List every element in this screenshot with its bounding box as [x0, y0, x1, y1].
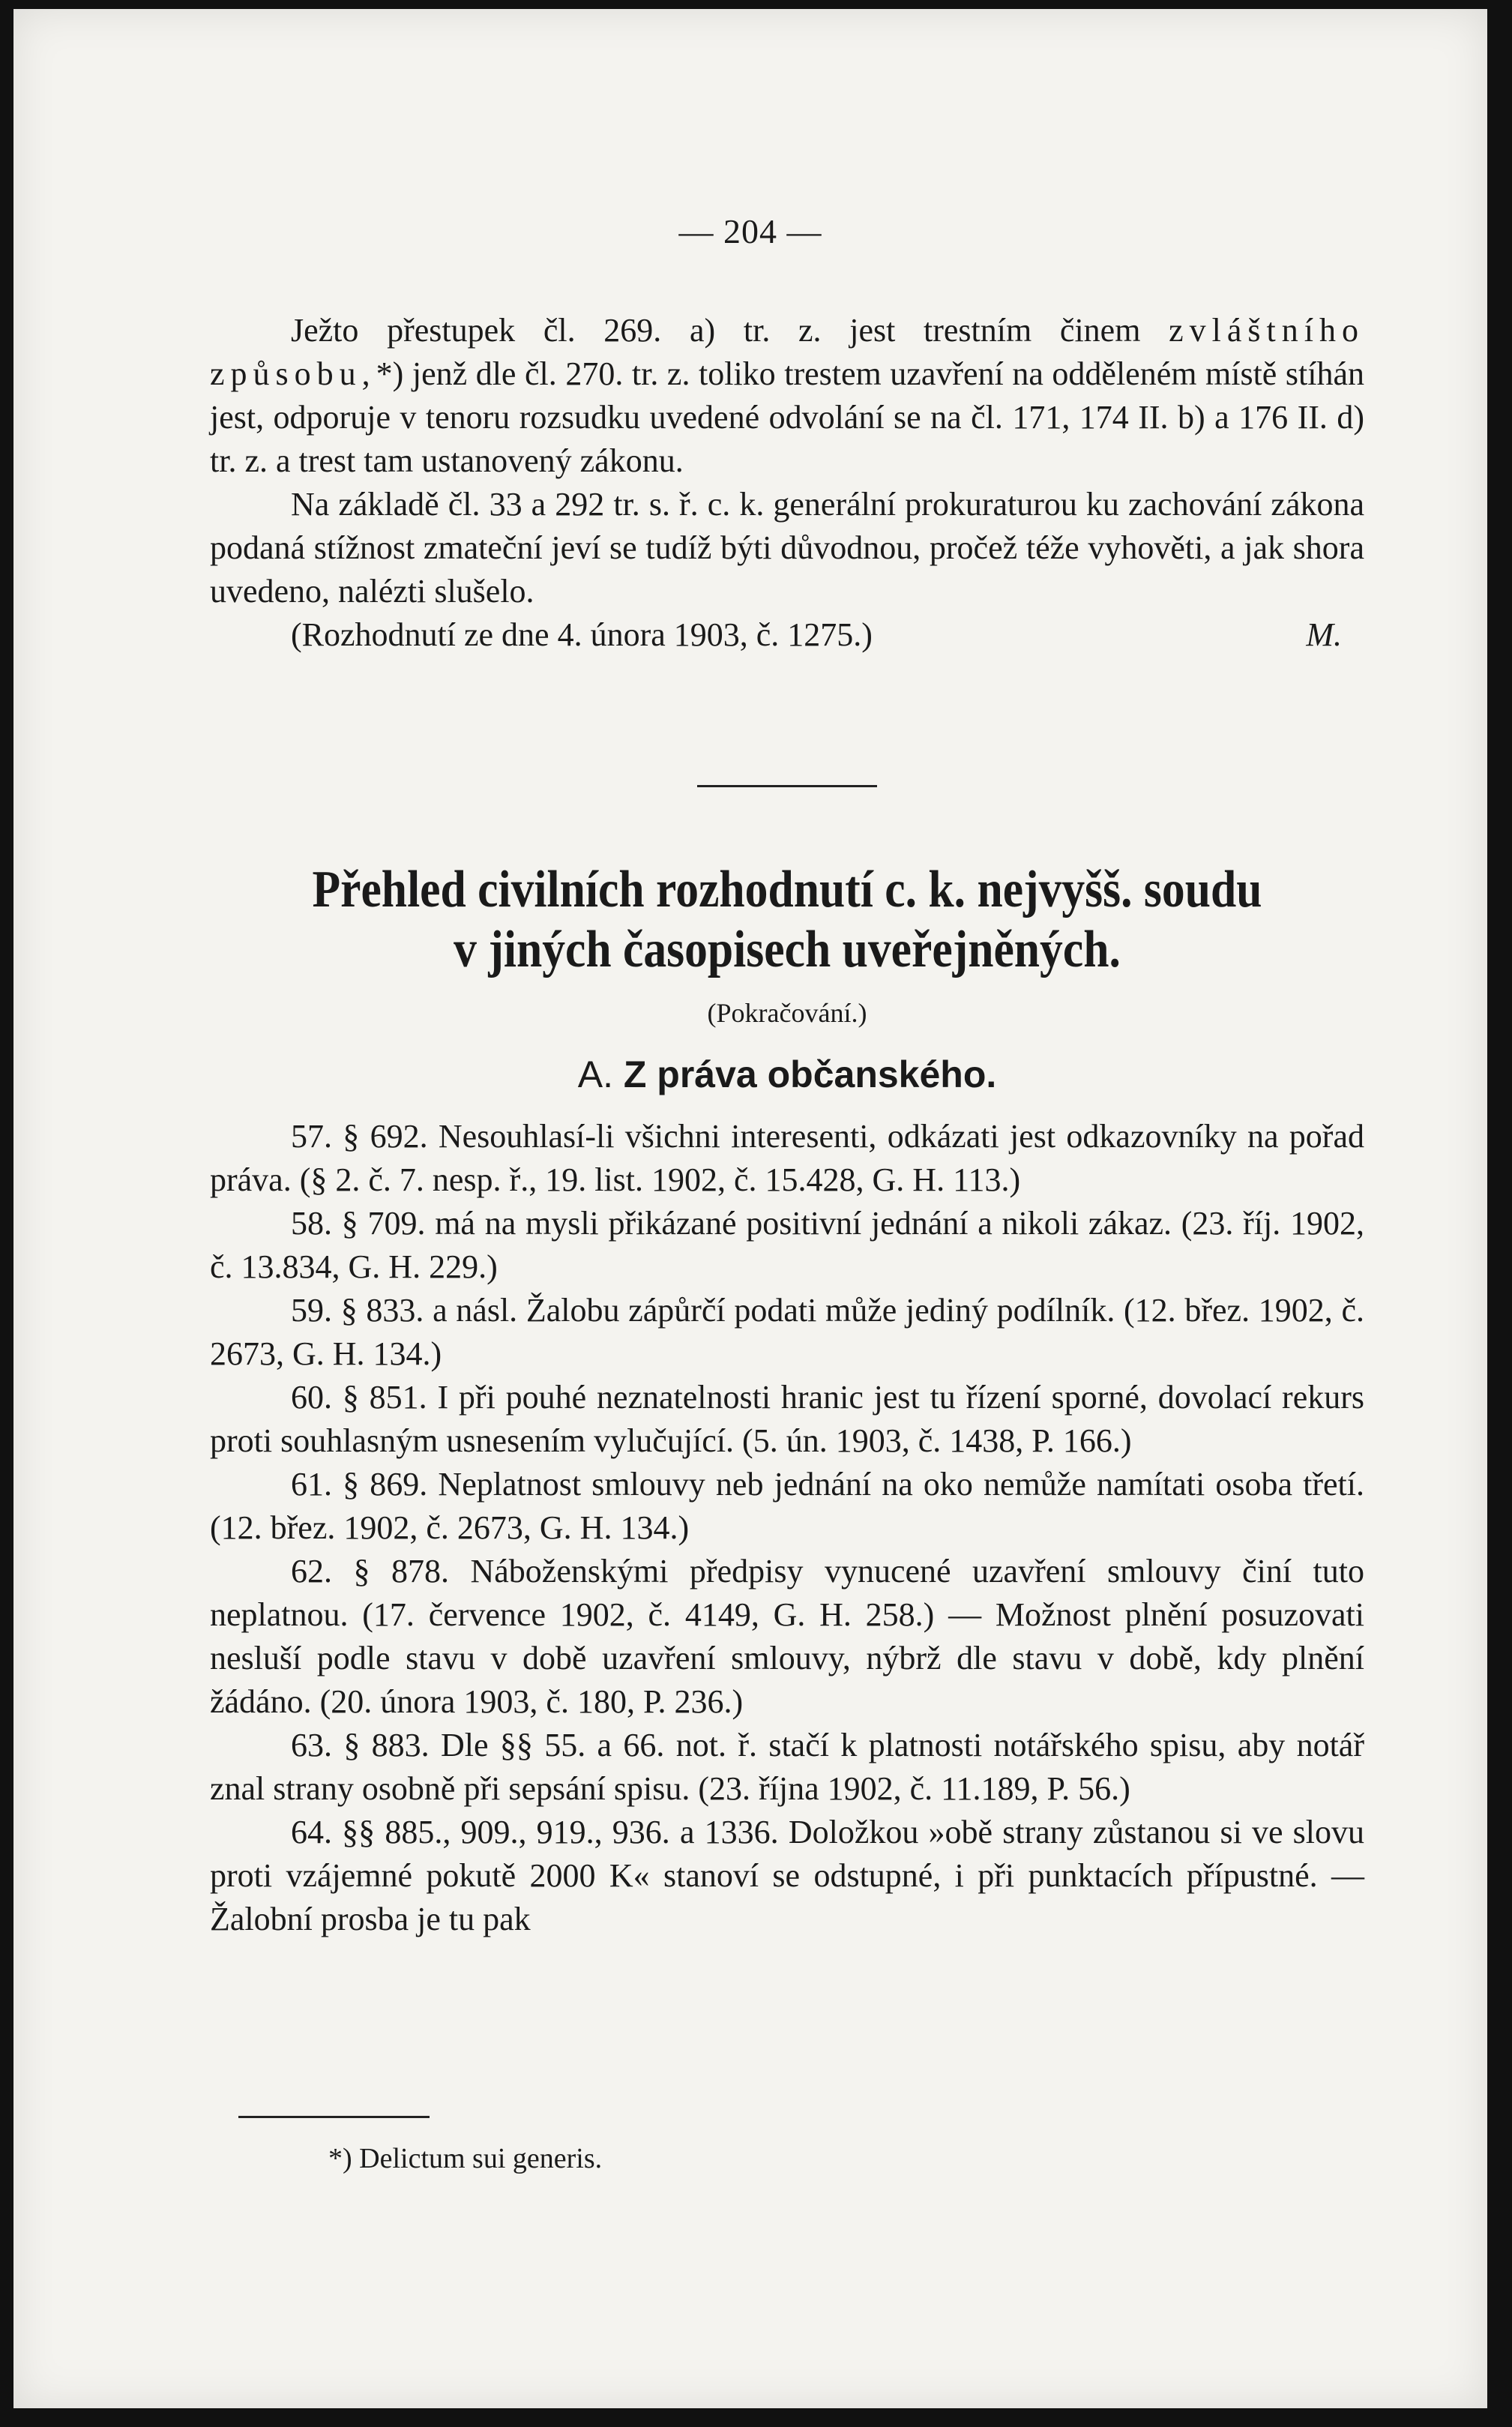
entry-58: 58. § 709. má na mysli přikázané positivní jednání a nikoli zákaz. (23. říj. 1902, č. 13.834, G. H. 229.) — [210, 1205, 1364, 1285]
author-signature: M. — [1306, 616, 1342, 653]
subsection-title: Z práva občanského. — [623, 1053, 997, 1095]
entry-61: 61. § 869. Neplatnost smlouvy neb jednání na oko nemůže namítati osoba třetí. (12. břez. 1902, č. 2673, G. H. 134.) — [210, 1466, 1364, 1546]
intro-paragraph-2: Na základě čl. 33 a 292 tr. s. ř. c. k. generální prokuraturou ku zachování zákona podaná stížnost zmateční jeví se tudíž býti důvodnou, pročež téže vyhověti, a jak shora uvedeno, nalézti slušelo. — [210, 486, 1364, 610]
section-title-line-2: v jiných časopisech uveřejněných. — [454, 921, 1121, 978]
entry-63: 63. § 883. Dle §§ 55. a 66. not. ř. stačí k platnosti notářského spisu, aby notář znal strany osobně při sepsání spisu. (23. října 1902, č. 11.189, P. 56.) — [210, 1727, 1364, 1807]
page-number: — 204 — — [678, 212, 822, 250]
document-page — [13, 9, 1487, 2408]
entry-60: 60. § 851. I při pouhé neznatelnosti hranic jest tu řízení sporné, dovolací rekurs proti souhlasným usnesením vylučující. (5. ún. 1903, č. 1438, P. 166.) — [210, 1379, 1364, 1459]
intro-paragraph-1 — [210, 309, 1364, 483]
section-title-line-1: Přehled civilních rozhodnutí c. k. nejvyšš. soudu — [312, 861, 1262, 918]
intro-text-start: Ježto přestupek čl. 269. a) tr. z. jest trestním činem — [291, 312, 1169, 349]
intro-spaced-text: zvláštního způsobu, — [210, 312, 1364, 392]
entries-list — [210, 1115, 1364, 1941]
decision-line — [210, 613, 1364, 657]
entry-59: 59. § 833. a násl. Žalobu zápůrčí podati může jediný podílník. (12. břez. 1902, č. 2673, G. H. 134.) — [210, 1292, 1364, 1372]
footnote: *) Delictum sui generis. — [328, 2143, 603, 2174]
intro-block — [210, 309, 1364, 657]
entry-64: 64. §§ 885., 909., 919., 936. a 1336. Doložkou »obě strany zůstanou si ve slovu proti vzájemné pokutě 2000 K« stanoví se odstupné, i při punktacích přípustné. — Žalobní prosba je tu pak — [210, 1814, 1364, 1937]
subsection-letter: A. — [577, 1053, 613, 1095]
subsection-heading — [210, 1053, 1364, 1096]
intro-text-rest: *) jenž dle čl. 270. tr. z. toliko trestem uzavření na odděleném místě stíhán jest, odporuje v tenoru rozsudku uvedené odvolání se na čl. 171, 174 II. b) a 176 II. d) tr. z. a trest tam ustanovený zákonu. — [210, 355, 1364, 479]
footnote-divider — [238, 2116, 430, 2118]
continued-note: (Pokračování.) — [707, 998, 867, 1028]
section-divider — [697, 785, 877, 787]
decision-reference: (Rozhodnutí ze dne 4. února 1903, č. 1275.) — [291, 616, 873, 653]
entry-57: 57. § 692. Nesouhlasí-li všichni interesenti, odkázati jest odkazovníky na pořad práva. (§ 2. č. 7. nesp. ř., 19. list. 1902, č. 15.428, G. H. 113.) — [210, 1118, 1364, 1198]
entry-62: 62. § 878. Náboženskými předpisy vynucené uzavření smlouvy činí tuto neplatnou. (17. července 1902, č. 4149, G. H. 258.) — Možnost plnění posuzovati nesluší podle stavu v době uzavření smlouvy, nýbrž dle stavu v době, kdy plnění žádáno. (20. února 1903, č. 180, P. 236.) — [210, 1553, 1364, 1720]
